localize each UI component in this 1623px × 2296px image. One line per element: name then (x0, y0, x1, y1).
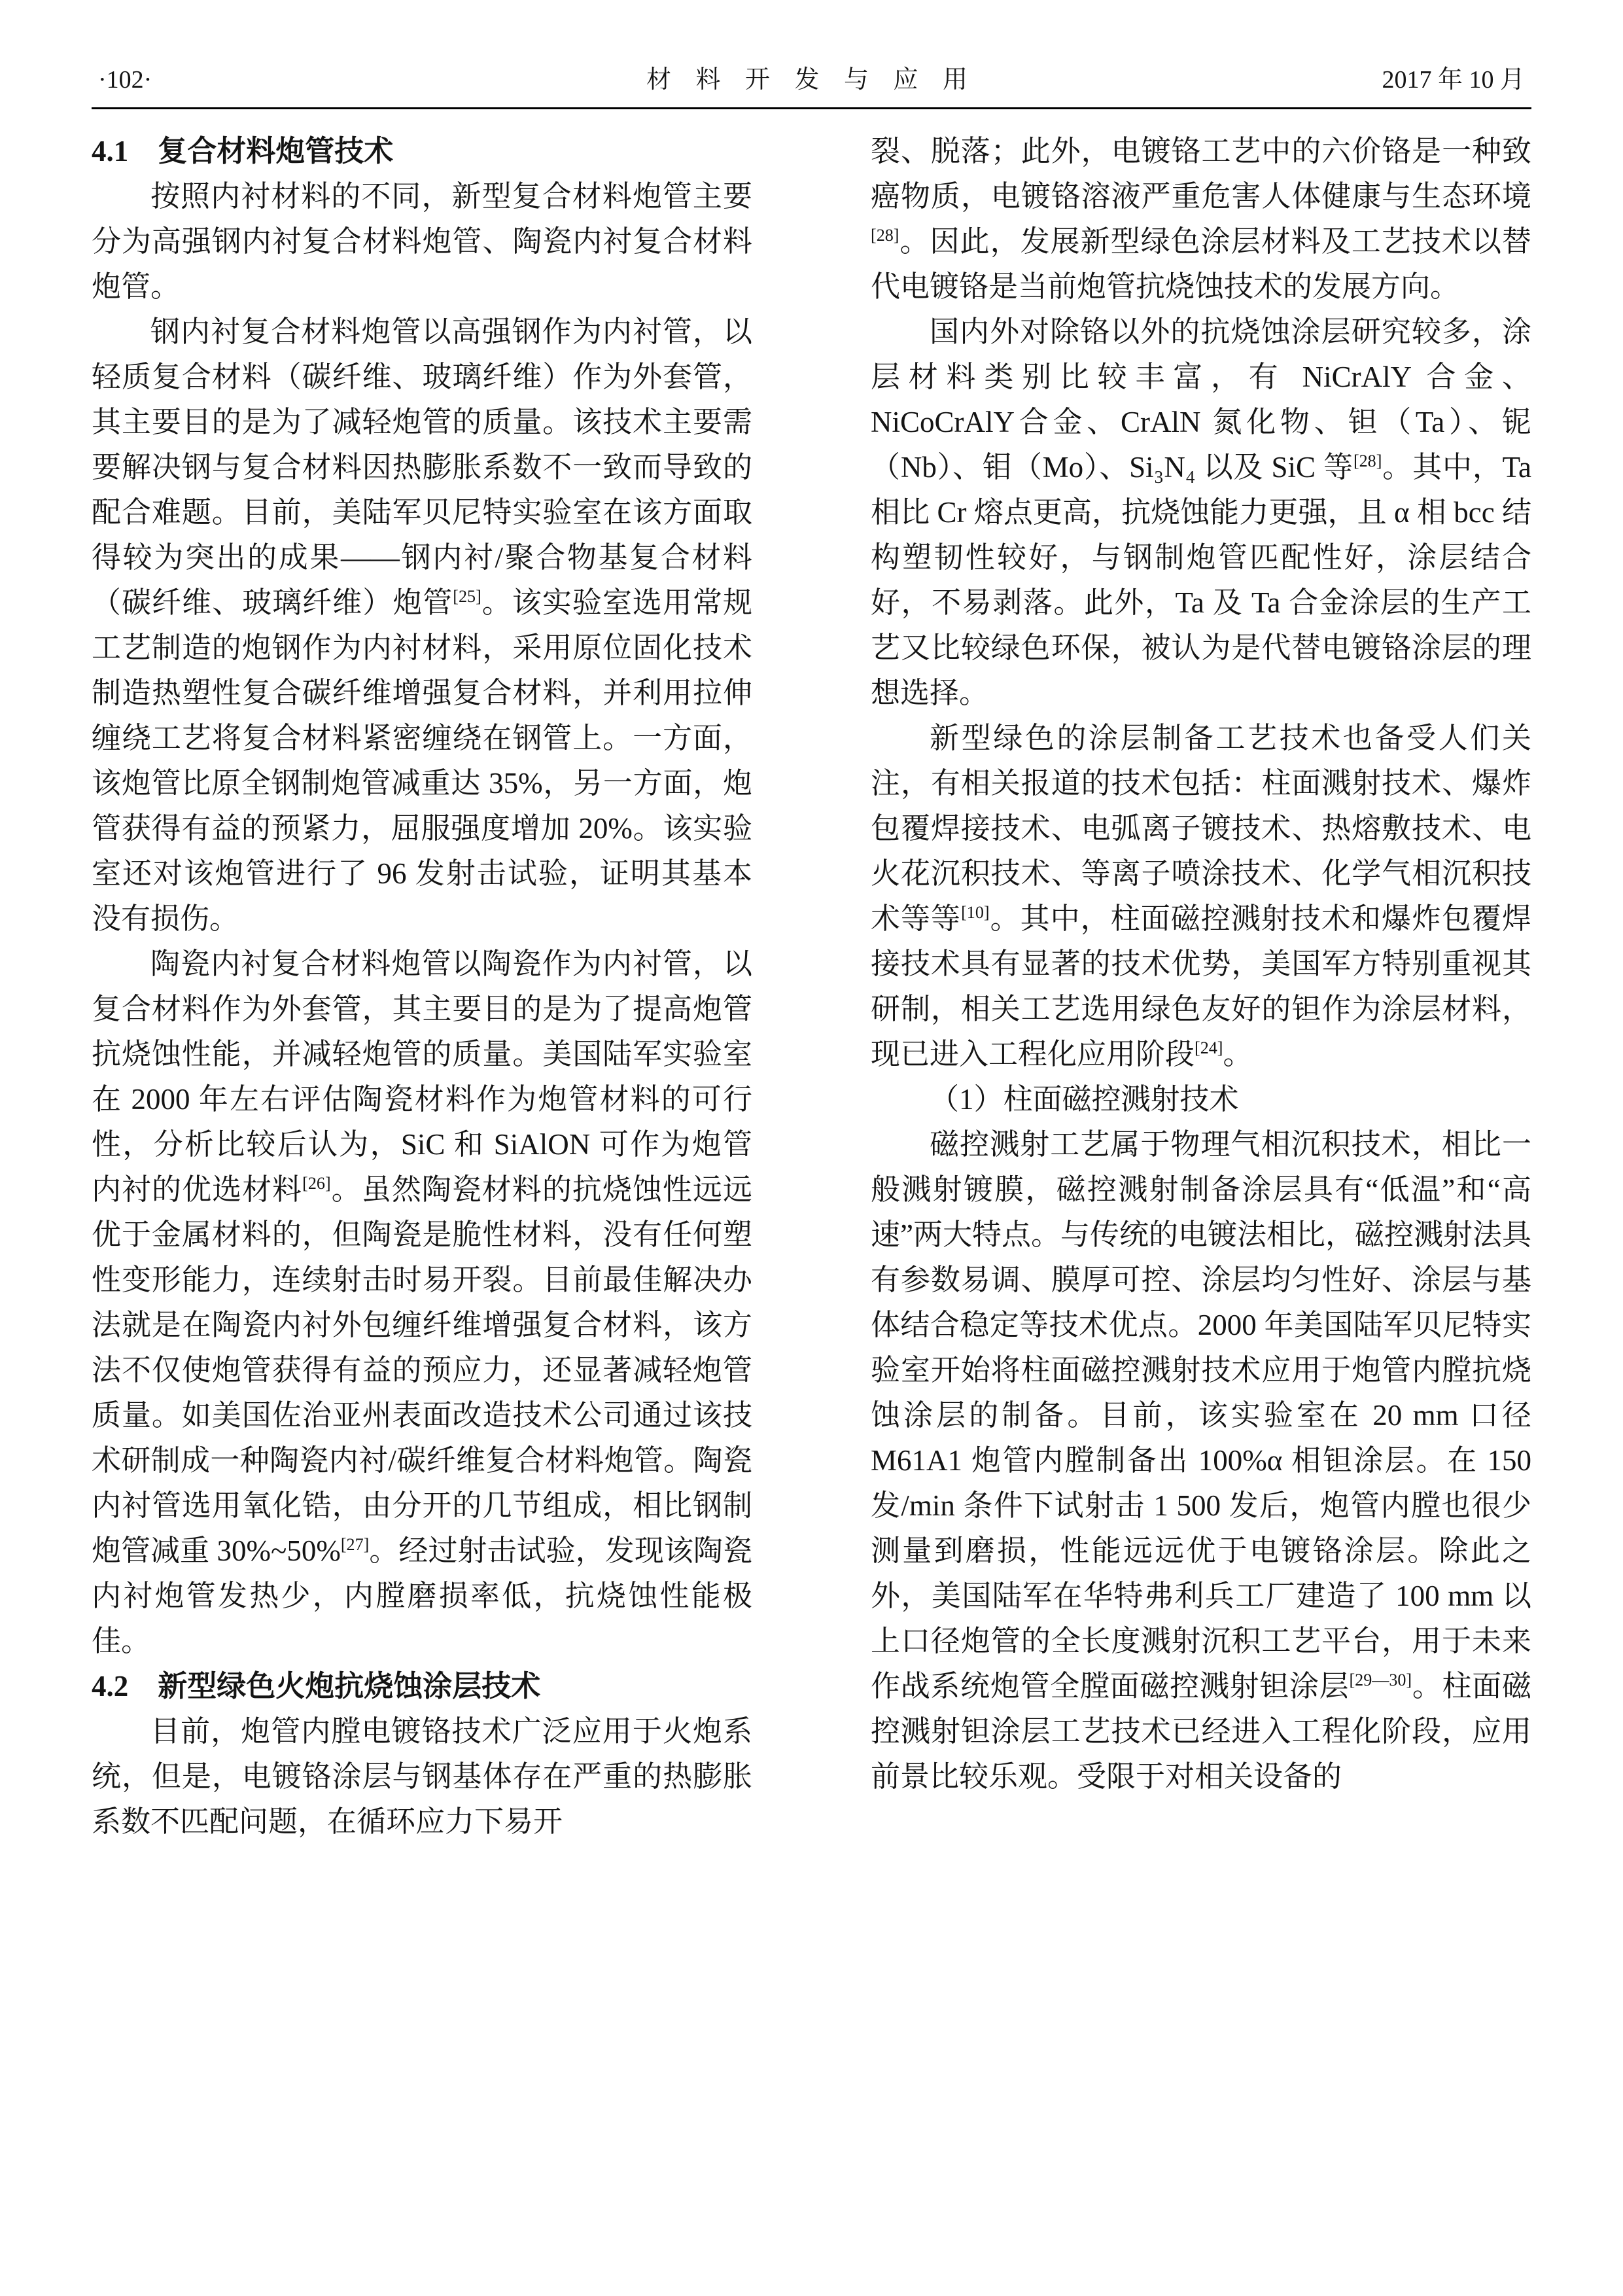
section-heading: 4.2 新型绿色火炮抗烧蚀涂层技术 (92, 1669, 541, 1703)
citation-ref: [28] (871, 225, 899, 245)
issue-date: 2017 年 10 月 (1382, 66, 1525, 94)
paragraph: 国内外对除铬以外的抗烧蚀涂层研究较多，涂层材料类别比较丰富，有 NiCrAlY 合金、NiCoCrAlY合金、CrAlN 氮化物、钽（Ta）、铌（Nb）、钼（Mo）、Si₃N₄ 以及 SiC 等[28]。其中，Ta 相比 Cr 熔点更高，抗烧蚀能力更强，且 α 相 bcc 结构塑韧性较好，与钢制炮管匹配性好，涂层结合好，不易剥落。此外，Ta 及 Ta 合金涂层的生产工艺又比较绿色环保，被认为是代替电镀铬涂层的理想选择。 (871, 315, 1531, 709)
paragraph: 钢内衬复合材料炮管以高强钢作为内衬管，以轻质复合材料（碳纤维、玻璃纤维）作为外套管，其主要目的是为了减轻炮管的质量。该技术主要需要解决钢与复合材料因热膨胀系数不一致而导致的配合难题。目前，美陆军贝尼特实验室在该方面取得较为突出的成果——钢内衬/聚合物基复合材料（碳纤维、玻璃纤维）炮管[25]。该实验室选用常规工艺制造的炮钢作为内衬材料，采用原位固化技术制造热塑性复合碳纤维增强复合材料，并利用拉伸缠绕工艺将复合材料紧密缠绕在钢管上。一方面，该炮管比原全钢制炮管减重达 35%，另一方面，炮管获得有益的预紧力，屈服强度增加 20%。该实验室还对该炮管进行了 96 发射击试验，证明其基本没有损伤。 (92, 315, 752, 935)
left-column (92, 129, 752, 1845)
section-heading: 4.1 复合材料炮管技术 (92, 134, 394, 168)
journal-title: 材 料 开 发 与 应 用 (646, 66, 977, 94)
paragraph: 陶瓷内衬复合材料炮管以陶瓷作为内衬管，以复合材料作为外套管，其主要目的是为了提高炮管抗烧蚀性能，并减轻炮管的质量。美国陆军实验室在 2000 年左右评估陶瓷材料作为炮管材料的可行性，分析比较后认为，SiC 和 SiAlON 可作为炮管内衬的优选材料[26]。虽然陶瓷材料的抗烧蚀性远远优于金属材料的，但陶瓷是脆性材料，没有任何塑性变形能力，连续射击时易开裂。目前最佳解决办法就是在陶瓷内衬外包缠纤维增强复合材料，该方法不仅使炮管获得有益的预应力，还显著减轻炮管质量。如美国佐治亚州表面改造技术公司通过该技术研制成一种陶瓷内衬/碳纤维复合材料炮管。陶瓷内衬管选用氧化锆，由分开的几节组成，相比钢制炮管减重 30%~50%[27]。经过射击试验，发现该陶瓷内衬炮管发热少，内膛磨损率低，抗烧蚀性能极佳。 (92, 947, 752, 1657)
paragraph: 按照内衬材料的不同，新型复合材料炮管主要分为高强钢内衬复合材料炮管、陶瓷内衬复合材料炮管。 (92, 179, 752, 303)
citation-ref: [25] (453, 586, 481, 606)
citation-ref: [10] (961, 902, 990, 922)
citation-ref: [28] (1353, 451, 1382, 470)
citation-ref: [27] (340, 1534, 370, 1554)
paragraph: 裂、脱落；此外，电镀铬工艺中的六价铬是一种致癌物质，电镀铬溶液严重危害人体健康与生态环境[28]。因此，发展新型绿色涂层材料及工艺技术以替代电镀铬是当前炮管抗烧蚀技术的发展方向。 (871, 134, 1531, 303)
paragraph: 目前，炮管内膛电镀铬技术广泛应用于火炮系统，但是，电镀铬涂层与钢基体存在严重的热膨胀系数不匹配问题，在循环应力下易开 (92, 1714, 752, 1838)
page-header (92, 65, 1531, 96)
paragraph: 新型绿色的涂层制备工艺技术也备受人们关注，有相关报道的技术包括：柱面溅射技术、爆炸包覆焊接技术、电弧离子镀技术、热熔敷技术、电火花沉积技术、等离子喷涂技术、化学气相沉积技术等等[10]。其中，柱面磁控溅射技术和爆炸包覆焊接技术具有显著的技术优势，美国军方特别重视其研制，相关工艺选用绿色友好的钽作为涂层材料，现已进入工程化应用阶段[24]。 (871, 721, 1531, 1070)
citation-ref: [29—30] (1349, 1670, 1412, 1689)
header-rule (92, 107, 1531, 109)
right-column (871, 129, 1531, 1845)
citation-ref: [26] (302, 1173, 331, 1193)
text-columns (92, 129, 1531, 1845)
page-number: ·102· (98, 66, 152, 94)
sub-heading: （1）柱面磁控溅射技术 (930, 1082, 1239, 1116)
paragraph: 磁控溅射工艺属于物理气相沉积技术，相比一般溅射镀膜，磁控溅射制备涂层具有“低温”和“高速”两大特点。与传统的电镀法相比，磁控溅射法具有参数易调、膜厚可控、涂层均匀性好、涂层与基体结合稳定等技术优点。2000 年美国陆军贝尼特实验室开始将柱面磁控溅射技术应用于炮管内膛抗烧蚀涂层的制备。目前，该实验室在 20 mm 口径 M61A1 炮管内膛制备出 100%α 相钽涂层。在 150 发/min 条件下试射击 1 500 发后，炮管内膛也很少测量到磨损，性能远远优于电镀铬涂层。除此之外，美国陆军在华特弗利兵工厂建造了 100 mm 以上口径炮管的全长度溅射沉积工艺平台，用于未来作战系统炮管全膛面磁控溅射钽涂层[29—30]。柱面磁控溅射钽涂层工艺技术已经进入工程化阶段，应用前景比较乐观。受限于对相关设备的 (871, 1127, 1531, 1793)
citation-ref: [24] (1195, 1038, 1223, 1057)
